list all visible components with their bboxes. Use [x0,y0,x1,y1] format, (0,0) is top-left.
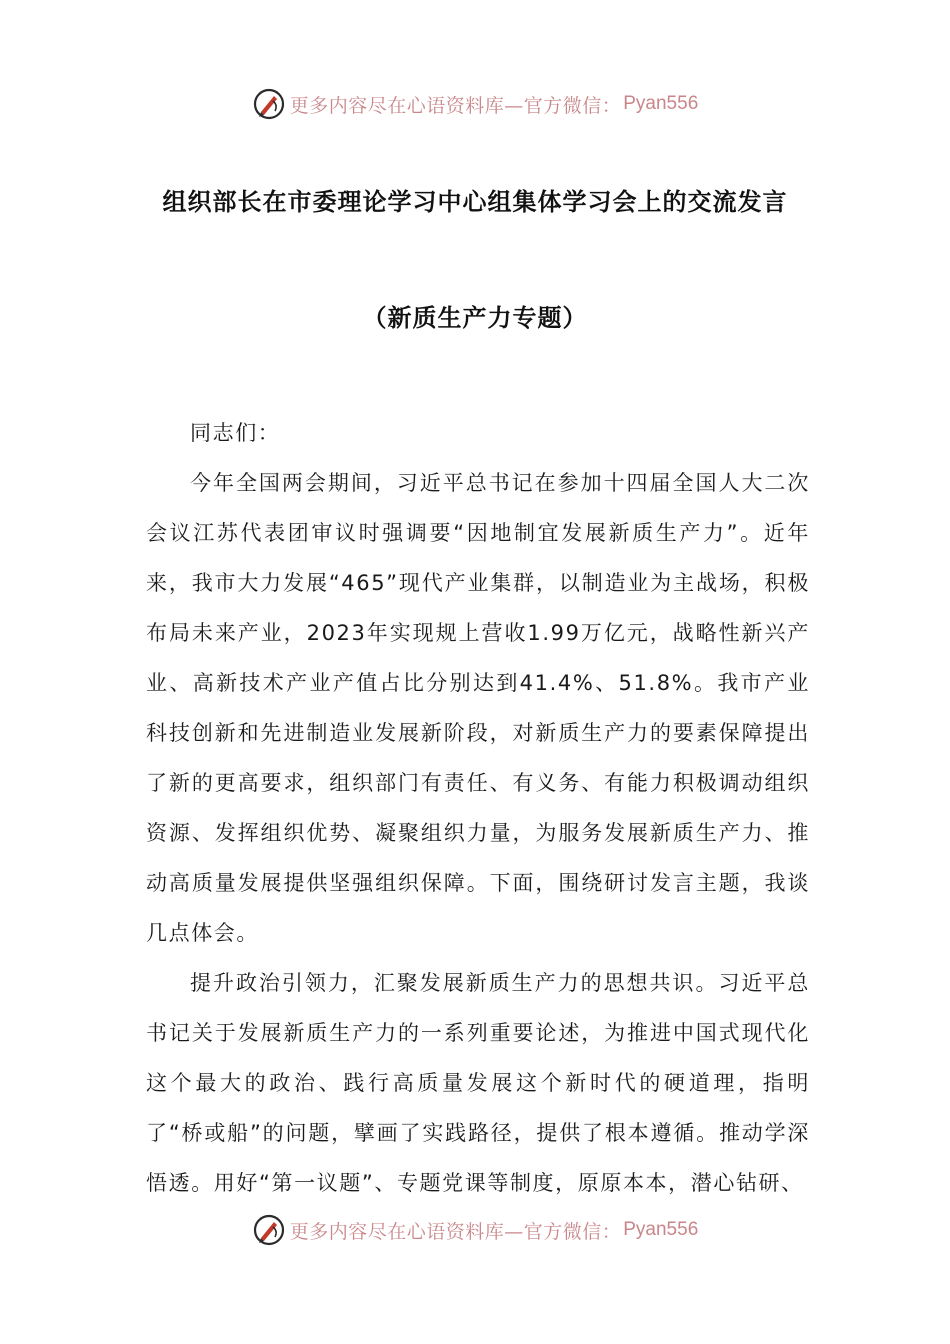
footer-wechat-id: Pyan556 [623,1219,699,1240]
header-watermark-banner [0,84,950,124]
header-banner-text: 更多内容尽在心语资料库—官方微信： [289,94,622,117]
header-wechat-id: Pyan556 [623,93,699,114]
footer-banner-text: 更多内容尽在心语资料库—官方微信： [289,1220,622,1243]
paragraph-intro: 今年全国两会期间，习近平总书记在参加十四届全国人大二次会议江苏代表团审议时强调要“因地制宜发展新质生产力”。近年来，我市大力发展“465”现代产业集群，以制造业为主战场，积极布局未来产业，2023年实现规上营收1.99万亿元，战略性新兴产业、高新技术产业产值占比分别达到41.4%、51.8%。我市产业科技创新和先进制造业发展新阶段，对新质生产力的要素保障提出了新的更高要求，组织部门有责任、有义务、有能力积极调动组织资源、发挥组织优势、凝聚组织力量，为服务发展新质生产力、推动高质量发展提供坚强组织保障。下面，围绕研讨发言主题，我谈几点体会。 [146,471,810,945]
footer-watermark-banner [0,1210,950,1250]
pen-logo-icon [252,87,286,121]
pen-logo-icon [252,1213,286,1247]
paragraph-political-leadership: 提升政治引领力，汇聚发展新质生产力的思想共识。习近平总书记关于发展新质生产力的一系列重要论述，为推进中国式现代化这个最大的政治、践行高质量发展这个新时代的硬道理，指明了“桥或船”的问题，擘画了实践路径，提供了根本遵循。推动学深悟透。用好“第一议题”、专题党课等制度，原原本本，潜心钻研、 [146,971,810,1195]
document-subtitle: （新质生产力专题） [362,304,588,332]
document-body [146,408,810,1208]
greeting: 同志们： [190,421,281,445]
document-title: 组织部长在市委理论学习中心组集体学习会上的交流发言 [162,188,788,216]
